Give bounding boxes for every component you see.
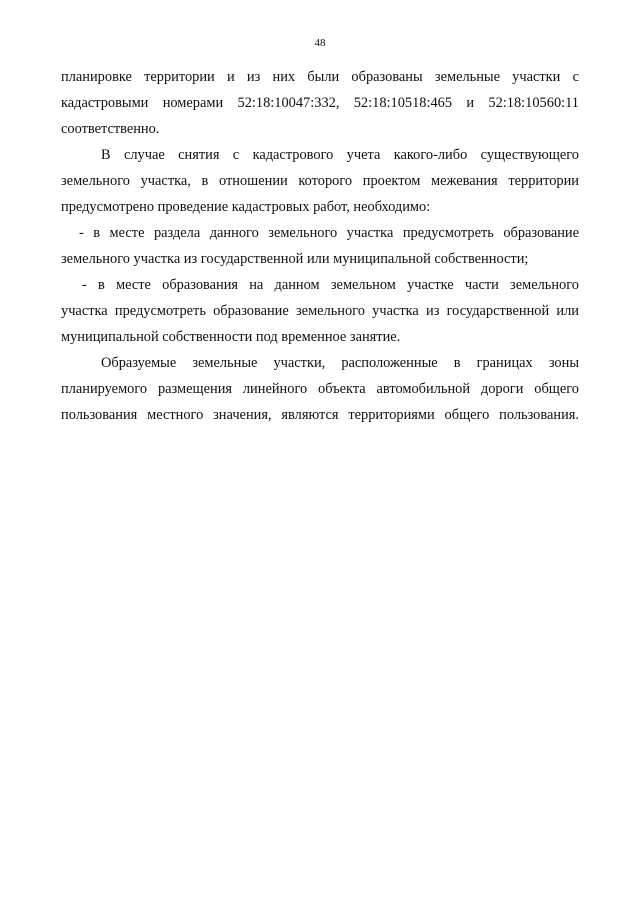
- text-line: кадастровыми номерами 52:18:10047:332, 52:18:10518:465 и 52:18:10560:11: [61, 95, 579, 111]
- text-line: предусмотрено проведение кадастровых работ, необходимо:: [61, 199, 431, 215]
- text-line: земельного участка, в отношении которого проектом межевания территории: [61, 173, 579, 189]
- text-line: В случае снятия с кадастрового учета какого-либо существующего: [101, 147, 579, 163]
- body-text: [61, 64, 579, 428]
- list-item-line: участка предусмотреть образование земельного участка из государственной или: [61, 303, 579, 319]
- list-item-line: земельного участка из государственной или муниципальной собственности;: [61, 251, 529, 267]
- text-line: планируемого размещения линейного объекта автомобильной дороги общего: [61, 381, 579, 397]
- list-item-line: муниципальной собственности под временное занятие.: [61, 329, 401, 345]
- list-item-line: - в месте раздела данного земельного участка предусмотреть образование: [79, 225, 579, 241]
- text-line: соответственно.: [61, 121, 160, 137]
- text-line: планировке территории и из них были образованы земельные участки с: [61, 69, 579, 85]
- text-line: Образуемые земельные участки, расположенные в границах зоны: [101, 355, 579, 371]
- list-item-line: - в месте образования на данном земельном участке части земельного: [82, 277, 579, 293]
- text-line: пользования местного значения, являются территориями общего пользования.: [61, 407, 579, 423]
- page-number: 48: [314, 37, 326, 49]
